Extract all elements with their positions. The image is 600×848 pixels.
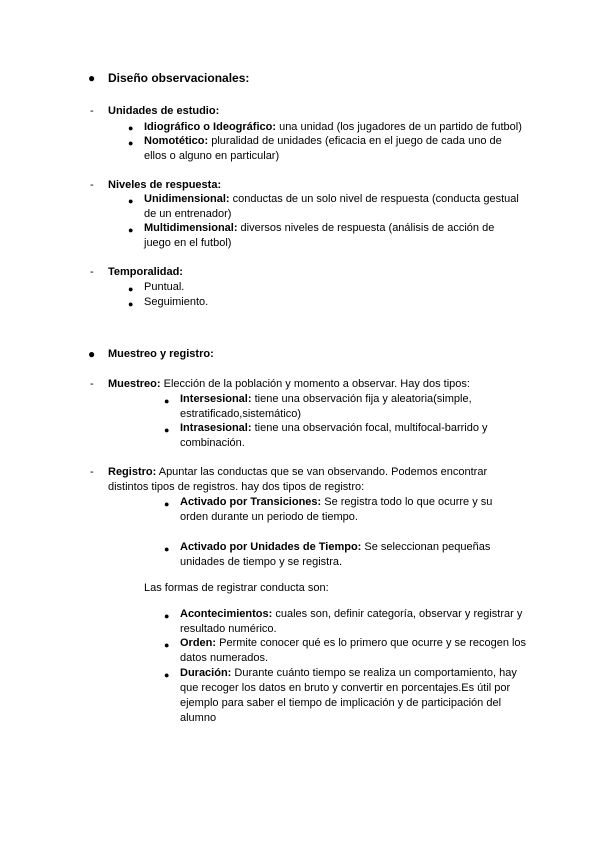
dash-marker: -	[90, 105, 94, 117]
item-unidades-tiempo: Activado por Unidades de Tiempo: Se seleccionan pequeñas unidades de tiempo y se registra.	[180, 541, 491, 568]
bullet-icon: ●	[164, 499, 170, 509]
muestreo-paragraph: Muestreo: Elección de la población y momento a observar. Hay dos tipos:	[108, 378, 470, 390]
bullet-icon: ●	[164, 670, 170, 680]
dash-marker: -	[90, 378, 94, 390]
registro-paragraph: Registro: Apuntar las conductas que se van observando. Podemos encontrar distintos tipos de registros. hay dos tipos de registro:	[108, 466, 488, 493]
bullet-icon: ●	[164, 425, 170, 435]
bullet-icon: ●	[88, 71, 96, 85]
bullet-icon: ●	[128, 299, 134, 309]
item-idiografico: Idiográfico o Ideográfico: una unidad (los jugadores de un partido de futbol)	[144, 121, 522, 133]
item-transiciones: Activado por Transiciones: Se registra todo lo que ocurre y su orden durante un periodo de tiempo.	[180, 496, 493, 523]
bullet-icon: ●	[164, 396, 170, 406]
dash-marker: -	[90, 266, 94, 278]
item-intersesional: Intersesional: tiene una observación fija y aleatoria(simple, estratificado,sistemático)	[180, 393, 472, 420]
bullet-icon: ●	[128, 284, 134, 294]
bullet-icon: ●	[128, 123, 134, 133]
heading-niveles: Niveles de respuesta:	[108, 179, 222, 191]
heading-unidades: Unidades de estudio:	[108, 105, 220, 117]
item-multidimensional: Multidimensional: diversos niveles de respuesta (análisis de acción de juego en el futbol)	[144, 222, 495, 249]
bullet-icon: ●	[164, 640, 170, 650]
item-acontecimientos: Acontecimientos: cuales son, definir categoría, observar y registrar y resultado numérico.	[180, 608, 523, 635]
formas-intro: Las formas de registrar conducta son:	[144, 582, 329, 594]
section-title-muestreo: Muestreo y registro:	[108, 348, 214, 360]
item-orden: Orden: Permite conocer qué es lo primero que ocurre y se recogen los datos numerados.	[180, 637, 527, 664]
item-nomotetico: Nomotético: pluralidad de unidades (eficacia en el juego de cada uno de ellos o alguno en particular)	[144, 135, 502, 162]
dash-marker: -	[90, 179, 94, 191]
item-unidimensional: Unidimensional: conductas de un solo nivel de respuesta (conducta gestual de un entrenador)	[144, 193, 519, 220]
bullet-icon: ●	[164, 611, 170, 621]
bullet-icon: ●	[88, 347, 96, 361]
bullet-icon: ●	[128, 138, 134, 148]
item-puntual: Puntual.	[144, 281, 185, 293]
dash-marker: -	[90, 466, 94, 478]
heading-temporalidad: Temporalidad:	[108, 266, 183, 278]
item-seguimiento: Seguimiento.	[144, 296, 209, 308]
bullet-icon: ●	[164, 544, 170, 554]
item-intrasesional: Intrasesional: tiene una observación focal, multifocal-barrido y combinación.	[180, 422, 488, 449]
item-duracion: Duración: Durante cuánto tiempo se realiza un comportamiento, hay que recoger los datos en bruto y convertir en porcentajes.Es útil por ejemplo para saber el tiempo de implicación y de participación del alumno	[180, 667, 517, 724]
bullet-icon: ●	[128, 225, 134, 235]
section-title-diseno: Diseño observacionales:	[108, 71, 250, 85]
bullet-icon: ●	[128, 196, 134, 206]
